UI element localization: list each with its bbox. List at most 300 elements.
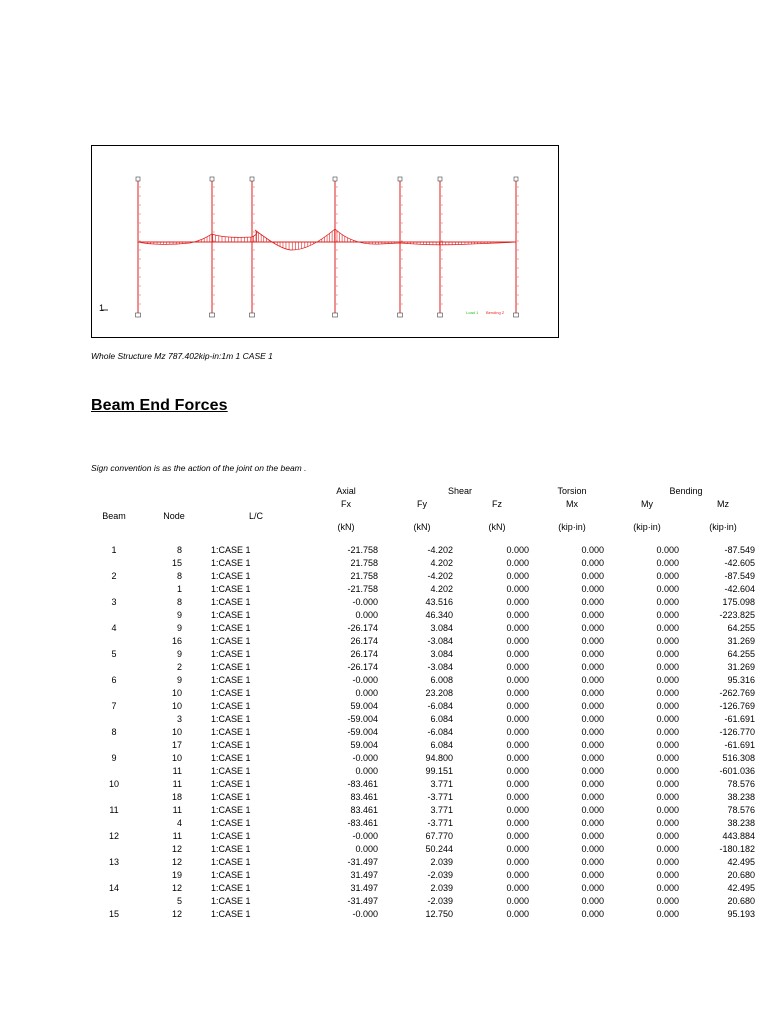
cell-beam: 6	[111, 675, 117, 685]
cell-my: 0.000	[656, 857, 679, 867]
cell-node: 10	[171, 701, 182, 711]
table-row	[0, 648, 768, 661]
table-row	[0, 726, 768, 739]
cell-my: 0.000	[656, 558, 679, 568]
cell-fy: 46.340	[425, 610, 453, 620]
cell-lc: 1:CASE 1	[211, 558, 251, 568]
cell-my: 0.000	[656, 571, 679, 581]
cell-lc: 1:CASE 1	[211, 649, 251, 659]
cell-fy: 67.770	[425, 831, 453, 841]
cell-lc: 1:CASE 1	[211, 727, 251, 737]
cell-fx: -59.004	[347, 714, 378, 724]
cell-mx: 0.000	[581, 610, 604, 620]
cell-fz: 0.000	[506, 649, 529, 659]
node-icon	[398, 177, 402, 181]
node-icon	[136, 177, 140, 181]
cell-fx: -26.174	[347, 623, 378, 633]
cell-lc: 1:CASE 1	[211, 766, 251, 776]
cell-lc: 1:CASE 1	[211, 662, 251, 672]
cell-node: 17	[171, 740, 182, 750]
cell-lc: 1:CASE 1	[211, 844, 251, 854]
cell-fx: -0.000	[352, 831, 378, 841]
cell-fy: 6.084	[430, 714, 453, 724]
cell-node: 8	[176, 597, 182, 607]
cell-fx: 59.004	[350, 740, 378, 750]
support-icon	[250, 313, 255, 317]
cell-my: 0.000	[656, 636, 679, 646]
cell-fx: 0.000	[355, 766, 378, 776]
cell-mz: -601.036	[719, 766, 755, 776]
cell-mx: 0.000	[581, 623, 604, 633]
table-row	[0, 804, 768, 817]
cell-fz: 0.000	[506, 688, 529, 698]
table-row	[0, 882, 768, 895]
cell-mz: 38.238	[727, 792, 755, 802]
cell-beam: 3	[111, 597, 117, 607]
table-row	[0, 544, 768, 557]
cell-fx: -83.461	[347, 818, 378, 828]
cell-my: 0.000	[656, 831, 679, 841]
cell-node: 3	[176, 714, 182, 724]
cell-fz: 0.000	[506, 766, 529, 776]
table-row	[0, 713, 768, 726]
cell-beam: 12	[108, 831, 120, 841]
cell-fz: 0.000	[506, 896, 529, 906]
cell-beam: 13	[108, 857, 120, 867]
table-row	[0, 752, 768, 765]
cell-my: 0.000	[656, 844, 679, 854]
cell-mz: 64.255	[727, 623, 755, 633]
cell-node: 8	[176, 571, 182, 581]
cell-fy: 99.151	[425, 766, 453, 776]
support-icon	[333, 313, 338, 317]
cell-fy: -6.084	[427, 701, 453, 711]
cell-node: 5	[176, 896, 182, 906]
table-row	[0, 570, 768, 583]
cell-my: 0.000	[656, 662, 679, 672]
table-row	[0, 596, 768, 609]
node-icon	[250, 177, 254, 181]
cell-lc: 1:CASE 1	[211, 831, 251, 841]
cell-fz: 0.000	[506, 571, 529, 581]
cell-fz: 0.000	[506, 623, 529, 633]
cell-fy: -3.771	[427, 792, 453, 802]
col-lc: L/C	[248, 511, 264, 521]
unit-mz: (kip·in)	[709, 522, 737, 532]
cell-fz: 0.000	[506, 818, 529, 828]
cell-my: 0.000	[656, 909, 679, 919]
cell-mx: 0.000	[581, 805, 604, 815]
cell-my: 0.000	[656, 870, 679, 880]
cell-my: 0.000	[656, 597, 679, 607]
beam-forces-table	[0, 544, 768, 921]
cell-node: 2	[176, 662, 182, 672]
legend-bending: Bending Z	[486, 310, 505, 315]
cell-lc: 1:CASE 1	[211, 584, 251, 594]
cell-my: 0.000	[656, 753, 679, 763]
table-row	[0, 700, 768, 713]
cell-fz: 0.000	[506, 792, 529, 802]
table-row	[0, 856, 768, 869]
cell-mx: 0.000	[581, 870, 604, 880]
table-row	[0, 908, 768, 921]
legend-load: Load 1	[466, 310, 479, 315]
cell-node: 10	[171, 727, 182, 737]
unit-mx: (kip·in)	[558, 522, 586, 532]
table-row	[0, 687, 768, 700]
table-row	[0, 609, 768, 622]
cell-lc: 1:CASE 1	[211, 688, 251, 698]
table-row	[0, 765, 768, 778]
cell-fx: -21.758	[347, 545, 378, 555]
table-row	[0, 817, 768, 830]
cell-lc: 1:CASE 1	[211, 870, 251, 880]
cell-fy: -3.084	[427, 636, 453, 646]
cell-beam: 8	[111, 727, 117, 737]
cell-node: 12	[171, 909, 182, 919]
cell-node: 10	[171, 753, 182, 763]
cell-fx: 31.497	[350, 870, 378, 880]
cell-my: 0.000	[656, 714, 679, 724]
cell-my: 0.000	[656, 792, 679, 802]
cell-fz: 0.000	[506, 870, 529, 880]
cell-mz: 38.238	[727, 818, 755, 828]
cell-mx: 0.000	[581, 818, 604, 828]
table-row	[0, 661, 768, 674]
cell-fy: -6.084	[427, 727, 453, 737]
table-row	[0, 635, 768, 648]
cell-fx: 21.758	[350, 558, 378, 568]
cell-mx: 0.000	[581, 857, 604, 867]
section-title: Beam End Forces	[91, 397, 228, 414]
cell-mx: 0.000	[581, 584, 604, 594]
cell-fy: 3.084	[430, 649, 453, 659]
cell-fz: 0.000	[506, 545, 529, 555]
column-markers	[139, 187, 518, 304]
cell-mx: 0.000	[581, 558, 604, 568]
cell-fy: 12.750	[425, 909, 453, 919]
cell-node: 11	[172, 831, 182, 841]
cell-lc: 1:CASE 1	[211, 753, 251, 763]
table-row	[0, 791, 768, 804]
cell-lc: 1:CASE 1	[211, 883, 251, 893]
support-icon	[210, 313, 215, 317]
cell-my: 0.000	[656, 818, 679, 828]
node-icon	[210, 177, 214, 181]
cell-mz: 443.884	[722, 831, 755, 841]
cell-node: 16	[171, 636, 182, 646]
cell-beam: 4	[111, 623, 117, 633]
unit-fx: (kN)	[337, 522, 355, 532]
cell-mx: 0.000	[581, 909, 604, 919]
table-row	[0, 622, 768, 635]
cell-fz: 0.000	[506, 857, 529, 867]
cell-mx: 0.000	[581, 701, 604, 711]
cell-lc: 1:CASE 1	[211, 805, 251, 815]
support-icon	[398, 313, 403, 317]
cell-fz: 0.000	[506, 844, 529, 854]
cell-mz: 64.255	[727, 649, 755, 659]
col-my: My	[641, 499, 653, 509]
cell-fx: 21.758	[350, 571, 378, 581]
cell-mx: 0.000	[581, 571, 604, 581]
cell-node: 11	[172, 766, 182, 776]
col-beam: Beam	[102, 511, 126, 521]
cell-fx: -26.174	[347, 662, 378, 672]
cell-fy: 6.008	[430, 675, 453, 685]
unit-fz: (kN)	[488, 522, 506, 532]
table-row	[0, 843, 768, 856]
cell-mx: 0.000	[581, 896, 604, 906]
cell-fz: 0.000	[506, 714, 529, 724]
cell-fx: -0.000	[352, 597, 378, 607]
cell-beam: 14	[108, 883, 120, 893]
cell-mx: 0.000	[581, 714, 604, 724]
cell-node: 12	[171, 857, 182, 867]
cell-mx: 0.000	[581, 766, 604, 776]
cell-my: 0.000	[656, 805, 679, 815]
cell-lc: 1:CASE 1	[211, 818, 251, 828]
cell-fx: 83.461	[350, 805, 378, 815]
cell-lc: 1:CASE 1	[211, 779, 251, 789]
cell-node: 9	[176, 649, 182, 659]
cell-fx: -21.758	[347, 584, 378, 594]
cell-lc: 1:CASE 1	[211, 896, 251, 906]
cell-my: 0.000	[656, 623, 679, 633]
cell-node: 4	[176, 818, 182, 828]
cell-mz: -42.604	[724, 584, 755, 594]
group-shear: Shear	[447, 486, 473, 496]
cell-lc: 1:CASE 1	[211, 792, 251, 802]
table-row	[0, 674, 768, 687]
cell-my: 0.000	[656, 649, 679, 659]
node-icon	[438, 177, 442, 181]
col-node: Node	[163, 511, 185, 521]
support-icon	[438, 313, 443, 317]
cell-mx: 0.000	[581, 831, 604, 841]
cell-fx: -31.497	[347, 896, 378, 906]
cell-node: 12	[171, 844, 182, 854]
cell-node: 8	[176, 545, 182, 555]
cell-fz: 0.000	[506, 727, 529, 737]
columns	[138, 179, 516, 314]
unit-my: (kip·in)	[633, 522, 661, 532]
cell-mx: 0.000	[581, 688, 604, 698]
cell-fx: 31.497	[350, 883, 378, 893]
cell-lc: 1:CASE 1	[211, 545, 251, 555]
cell-beam: 9	[111, 753, 117, 763]
cell-fy: 94.800	[425, 753, 453, 763]
cell-fz: 0.000	[506, 831, 529, 841]
cell-fy: 2.039	[430, 883, 453, 893]
cell-fy: 4.202	[430, 558, 453, 568]
cell-fy: -3.771	[427, 818, 453, 828]
cell-lc: 1:CASE 1	[211, 623, 251, 633]
cell-beam: 15	[108, 909, 120, 919]
cell-lc: 1:CASE 1	[211, 714, 251, 724]
cell-mz: -262.769	[719, 688, 755, 698]
col-fy: Fy	[417, 499, 427, 509]
cell-beam: 2	[111, 571, 117, 581]
cell-fz: 0.000	[506, 675, 529, 685]
cell-node: 12	[171, 883, 182, 893]
cell-lc: 1:CASE 1	[211, 909, 251, 919]
cell-fx: -31.497	[347, 857, 378, 867]
cell-node: 9	[176, 623, 182, 633]
cell-mz: 42.495	[727, 857, 755, 867]
table-row	[0, 557, 768, 570]
cell-my: 0.000	[656, 883, 679, 893]
cell-lc: 1:CASE 1	[211, 636, 251, 646]
cell-fx: -0.000	[352, 753, 378, 763]
cell-fx: 0.000	[355, 844, 378, 854]
cell-mz: -180.182	[719, 844, 755, 854]
table-row	[0, 895, 768, 908]
cell-mz: 95.316	[727, 675, 755, 685]
table-row	[0, 583, 768, 596]
structure-diagram	[91, 145, 559, 338]
column-top-nodes	[136, 177, 518, 181]
cell-fz: 0.000	[506, 701, 529, 711]
col-mx: Mx	[566, 499, 578, 509]
cell-fz: 0.000	[506, 636, 529, 646]
cell-mx: 0.000	[581, 727, 604, 737]
cell-node: 9	[176, 610, 182, 620]
cell-fy: 4.202	[430, 584, 453, 594]
support-icon	[136, 313, 141, 317]
cell-lc: 1:CASE 1	[211, 610, 251, 620]
cell-fx: 26.174	[350, 636, 378, 646]
cell-fz: 0.000	[506, 558, 529, 568]
cell-mx: 0.000	[581, 844, 604, 854]
cell-mz: 78.576	[727, 779, 755, 789]
cell-mx: 0.000	[581, 792, 604, 802]
cell-fx: -83.461	[347, 779, 378, 789]
table-row	[0, 830, 768, 843]
cell-mx: 0.000	[581, 883, 604, 893]
cell-my: 0.000	[656, 766, 679, 776]
cell-mz: 20.680	[727, 870, 755, 880]
cell-mx: 0.000	[581, 675, 604, 685]
col-mz: Mz	[717, 499, 729, 509]
cell-fz: 0.000	[506, 753, 529, 763]
cell-beam: 10	[108, 779, 120, 789]
cell-fx: -59.004	[347, 727, 378, 737]
unit-fy: (kN)	[413, 522, 431, 532]
cell-fz: 0.000	[506, 584, 529, 594]
cell-node: 10	[171, 688, 182, 698]
cell-fy: 2.039	[430, 857, 453, 867]
sign-convention-note: Sign convention is as the action of the joint on the beam .	[91, 463, 307, 473]
cell-my: 0.000	[656, 896, 679, 906]
cell-lc: 1:CASE 1	[211, 701, 251, 711]
cell-mz: -61.691	[724, 714, 755, 724]
cell-fy: 6.084	[430, 740, 453, 750]
cell-fy: 50.244	[425, 844, 453, 854]
cell-mx: 0.000	[581, 545, 604, 555]
cell-mz: -126.769	[719, 701, 755, 711]
cell-mx: 0.000	[581, 649, 604, 659]
table-row	[0, 739, 768, 752]
cell-mz: 42.495	[727, 883, 755, 893]
col-fz: Fz	[492, 499, 502, 509]
cell-fx: 59.004	[350, 701, 378, 711]
cell-fy: 3.771	[430, 779, 453, 789]
cell-fz: 0.000	[506, 610, 529, 620]
cell-my: 0.000	[656, 688, 679, 698]
cell-fy: 23.208	[425, 688, 453, 698]
cell-fz: 0.000	[506, 883, 529, 893]
cell-mx: 0.000	[581, 753, 604, 763]
group-bending: Bending	[669, 486, 703, 496]
cell-mx: 0.000	[581, 662, 604, 672]
cell-fx: 0.000	[355, 688, 378, 698]
cell-fy: 3.084	[430, 623, 453, 633]
cell-mz: -42.605	[724, 558, 755, 568]
cell-fx: 26.174	[350, 649, 378, 659]
group-axial: Axial	[336, 486, 356, 496]
cell-my: 0.000	[656, 675, 679, 685]
cell-mz: 95.193	[727, 909, 755, 919]
cell-my: 0.000	[656, 545, 679, 555]
supports	[136, 313, 519, 317]
cell-mz: 78.576	[727, 805, 755, 815]
cell-node: 11	[172, 805, 182, 815]
cell-my: 0.000	[656, 584, 679, 594]
cell-mz: -87.549	[724, 545, 755, 555]
cell-mx: 0.000	[581, 597, 604, 607]
cell-mz: -126.770	[719, 727, 755, 737]
cell-mz: -87.549	[724, 571, 755, 581]
cell-fy: -2.039	[427, 870, 453, 880]
cell-beam: 1	[111, 545, 117, 555]
cell-fy: -2.039	[427, 896, 453, 906]
col-fx: Fx	[341, 499, 351, 509]
cell-fy: -4.202	[427, 545, 453, 555]
cell-mz: 31.269	[727, 636, 755, 646]
cell-node: 18	[171, 792, 182, 802]
cell-node: 19	[171, 870, 182, 880]
cell-beam: 5	[111, 649, 117, 659]
cell-fy: 43.516	[425, 597, 453, 607]
cell-mz: 175.098	[722, 597, 755, 607]
group-torsion: Torsion	[557, 486, 587, 496]
cell-mz: 516.308	[722, 753, 755, 763]
cell-lc: 1:CASE 1	[211, 597, 251, 607]
cell-fy: -3.084	[427, 662, 453, 672]
cell-lc: 1:CASE 1	[211, 571, 251, 581]
node-icon	[333, 177, 337, 181]
cell-lc: 1:CASE 1	[211, 740, 251, 750]
cell-mz: -223.825	[719, 610, 755, 620]
cell-fx: -0.000	[352, 675, 378, 685]
cell-mx: 0.000	[581, 636, 604, 646]
cell-my: 0.000	[656, 740, 679, 750]
cell-mz: -61.691	[724, 740, 755, 750]
node-icon	[514, 177, 518, 181]
cell-fx: -0.000	[352, 909, 378, 919]
structure-diagram-svg	[92, 146, 560, 339]
axis-label: 1	[99, 303, 105, 313]
moment-hatching	[147, 229, 490, 250]
cell-fx: 0.000	[355, 610, 378, 620]
cell-mx: 0.000	[581, 779, 604, 789]
cell-node: 9	[176, 675, 182, 685]
cell-fx: 83.461	[350, 792, 378, 802]
cell-fz: 0.000	[506, 740, 529, 750]
table-row	[0, 869, 768, 882]
cell-fz: 0.000	[506, 662, 529, 672]
